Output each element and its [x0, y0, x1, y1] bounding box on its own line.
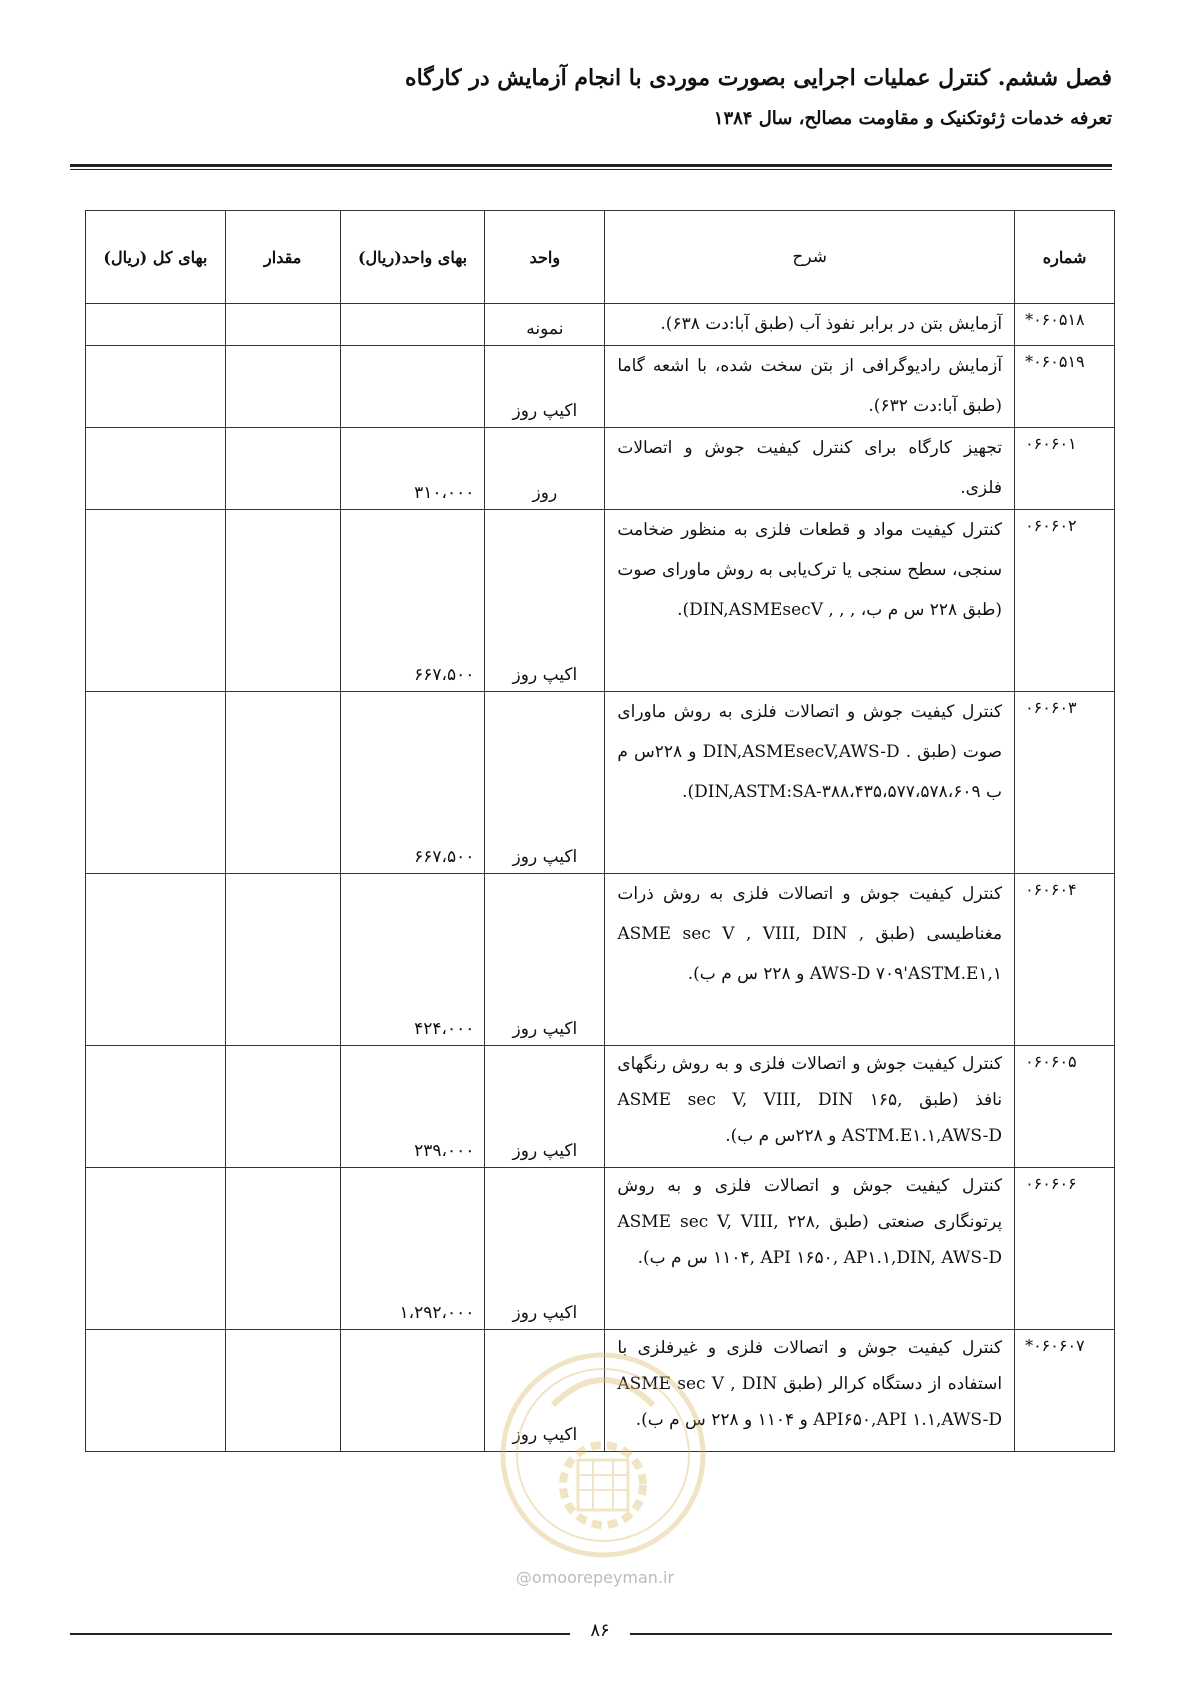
item-number: *۰۶۰۵۱۹ [1015, 346, 1115, 428]
item-unit-price [340, 304, 485, 346]
table-row [86, 304, 1115, 346]
item-description: کنترل کیفیت جوش و اتصالات فلزی به روش ماورای صوت (طبق . DIN,ASMEsecV,AWS-D و ۲۲۸س م ب DIN,ASTM:SA-۳۸۸،۴۳۵،۵۷۷،۵۷۸،۶۰۹). [605, 692, 1015, 874]
item-total [86, 1330, 226, 1452]
item-quantity [225, 304, 340, 346]
header-rule-thick [70, 164, 1112, 167]
item-quantity [225, 692, 340, 874]
item-total [86, 1046, 226, 1168]
item-unit-price: ۴۲۴،۰۰۰ [340, 874, 485, 1046]
table-row [86, 692, 1115, 874]
header-rule-thin [70, 169, 1112, 170]
item-total [86, 346, 226, 428]
item-quantity [225, 1330, 340, 1452]
watermark-site: @omoorepeyman.ir [515, 1568, 675, 1587]
table-header-row [86, 211, 1115, 304]
item-number: ۰۶۰۶۰۵ [1015, 1046, 1115, 1168]
col-header-quantity: مقدار [225, 211, 340, 304]
page-header [72, 58, 1112, 136]
item-description: آزمایش بتن در برابر نفوذ آب (طبق آبا:دت ۶۳۸). [605, 304, 1015, 346]
item-total [86, 1168, 226, 1330]
col-header-description: شرح [605, 211, 1015, 304]
item-quantity [225, 1168, 340, 1330]
item-number: *۰۶۰۵۱۸ [1015, 304, 1115, 346]
item-number: ۰۶۰۶۰۲ [1015, 510, 1115, 692]
table-row [86, 428, 1115, 510]
table-row [86, 510, 1115, 692]
table-row [86, 1046, 1115, 1168]
item-unit-price: ۱،۲۹۲،۰۰۰ [340, 1168, 485, 1330]
item-description: تجهیز کارگاه برای کنترل کیفیت جوش و اتصالات فلزی. [605, 428, 1015, 510]
tariff-subtitle: تعرفه خدمات ژئوتکنیک و مقاومت مصالح، سال ۱۳۸۴ [713, 108, 1112, 129]
item-total [86, 428, 226, 510]
item-description: کنترل کیفیت مواد و قطعات فلزی به منظور ضخامت سنجی، سطح سنجی یا ترک‌یابی به روش ماورای صوت (طبق ۲۲۸ س م ب، , , , DIN,ASMEsecV). [605, 510, 1015, 692]
item-unit: اکیپ روز [485, 346, 605, 428]
item-unit: نمونه [485, 304, 605, 346]
col-header-unit: واحد [485, 211, 605, 304]
item-description: کنترل کیفیت جوش و اتصالات فلزی به روش ذرات مغناطیسی (طبق ASME sec V , VIII, DIN , AWS-D ۷۰۹'ASTM.E۱,۱ و ۲۲۸ س م ب). [605, 874, 1015, 1046]
item-quantity [225, 510, 340, 692]
item-unit-price: ۳۱۰،۰۰۰ [340, 428, 485, 510]
item-number: ۰۶۰۶۰۳ [1015, 692, 1115, 874]
table-row [86, 1168, 1115, 1330]
col-header-total-price: بهای کل (ریال) [86, 211, 226, 304]
item-unit-price: ۶۶۷،۵۰۰ [340, 510, 485, 692]
item-quantity [225, 1046, 340, 1168]
item-unit-price [340, 1330, 485, 1452]
item-unit: اکیپ روز [485, 874, 605, 1046]
item-unit-price: ۲۳۹،۰۰۰ [340, 1046, 485, 1168]
item-number: ۰۶۰۶۰۶ [1015, 1168, 1115, 1330]
item-unit: اکیپ روز [485, 510, 605, 692]
page-number: ۸۶ [590, 1620, 610, 1641]
item-quantity [225, 874, 340, 1046]
item-unit-price: ۶۶۷،۵۰۰ [340, 692, 485, 874]
item-number: ۰۶۰۶۰۴ [1015, 874, 1115, 1046]
item-description: کنترل کیفیت جوش و اتصالات فلزی و به روش پرتونگاری صنعتی (طبق ASME sec V, VIII, ۲۲۸, ۱۱۰۴, API ۱۶۵۰, AP۱.۱,DIN, AWS-D س م ب). [605, 1168, 1015, 1330]
footer-rule-right [630, 1633, 1112, 1635]
item-quantity [225, 428, 340, 510]
item-quantity [225, 346, 340, 428]
item-number: *۰۶۰۶۰۷ [1015, 1330, 1115, 1452]
item-description: کنترل کیفیت جوش و اتصالات فلزی و غیرفلزی با استفاده از دستگاه کرالر (طبق ASME sec V , DIN API۶۵۰,API ۱.۱,AWS-D و ۱۱۰۴ و ۲۲۸ س م ب). [605, 1330, 1015, 1452]
table-row [86, 874, 1115, 1046]
item-description: آزمایش رادیوگرافی از بتن سخت شده، با اشعه گاما (طبق آبا:دت ۶۳۲). [605, 346, 1015, 428]
chapter-title: فصل ششم. کنترل عملیات اجرایی بصورت موردی با انجام آزمایش در کارگاه [405, 65, 1112, 91]
item-unit: اکیپ روز [485, 1168, 605, 1330]
item-description: کنترل کیفیت جوش و اتصالات فلزی و به روش رنگهای نافذ (طبق ASME sec V, VIII, DIN ۱۶۵, ASTM.E۱.۱,AWS-D و ۲۲۸س م ب). [605, 1046, 1015, 1168]
tariff-table [85, 210, 1115, 1452]
col-header-number: شماره [1015, 211, 1115, 304]
footer-rule-left [70, 1633, 570, 1635]
item-total [86, 304, 226, 346]
item-unit-price [340, 346, 485, 428]
table-row [86, 346, 1115, 428]
item-total [86, 692, 226, 874]
item-total [86, 874, 226, 1046]
item-unit: اکیپ روز [485, 692, 605, 874]
item-unit: اکیپ روز [485, 1330, 605, 1452]
item-unit: روز [485, 428, 605, 510]
item-total [86, 510, 226, 692]
item-number: ۰۶۰۶۰۱ [1015, 428, 1115, 510]
seal-watermark-icon [498, 1335, 708, 1575]
item-unit: اکیپ روز [485, 1046, 605, 1168]
col-header-unit-price: بهای واحد(ریال) [340, 211, 485, 304]
